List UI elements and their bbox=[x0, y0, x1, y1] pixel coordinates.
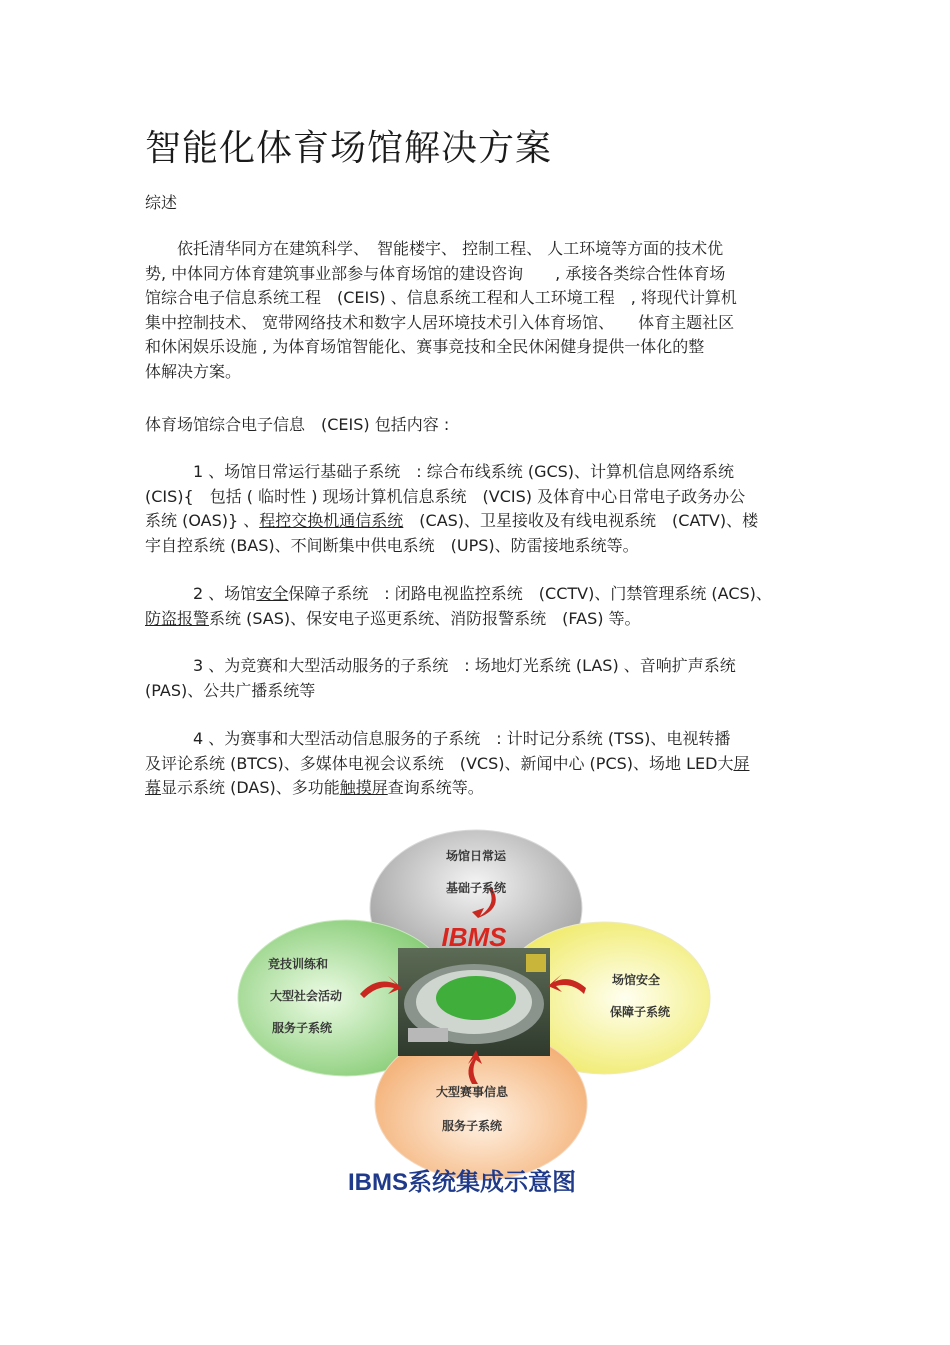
item-2-line bbox=[145, 607, 815, 632]
stadium-image bbox=[398, 948, 550, 1056]
ceis-intro bbox=[145, 413, 815, 438]
item-3-paragraph bbox=[145, 654, 815, 703]
bottom-label-line: 大型赛事信息 bbox=[435, 1085, 509, 1099]
item-4-link-touchscreen: 触摸屏 bbox=[339, 778, 388, 797]
item-1-line: 1 、场馆日常运行基础子系统 : 综合布线系统 (GCS)、计算机信息网络系统 bbox=[145, 462, 735, 481]
right-label-line: 场馆安全 bbox=[611, 973, 661, 987]
item-3-line: 3 、为竞赛和大型活动服务的子系统 : 场地灯光系统 (LAS) 、音响扩声系统 bbox=[145, 656, 736, 675]
item-2-text: 2 、场馆 bbox=[145, 584, 257, 603]
item-4-link-screen: 屏 bbox=[733, 753, 750, 773]
item-4-text: 及评论系统 (BTCS)、多媒体电视会议系统 (VCS)、新闻中心 (PCS)、场地 LED大 bbox=[145, 753, 734, 773]
item-4-text: 查询系统等。 bbox=[387, 778, 484, 797]
center-label: IBMS bbox=[441, 922, 507, 952]
item-4-link-screen: 幕 bbox=[145, 778, 162, 797]
item-2-text: 保障子系统 : 闭路电视监控系统 (CCTV)、门禁管理系统 (ACS)、 bbox=[288, 584, 772, 603]
item-1-line: 宇自控系统 (BAS)、不间断集中供电系统 (UPS)、防雷接地系统等。 bbox=[145, 535, 639, 555]
overview-heading: 综述 bbox=[145, 193, 178, 212]
item-2-text: 系统 (SAS)、保安电子巡更系统、消防报警系统 (FAS) 等。 bbox=[209, 608, 641, 628]
diagram-caption: IBMS系统集成示意图 bbox=[348, 1169, 576, 1196]
intro-line: 和休闲娱乐设施 , 为体育场馆智能化、赛事竞技和全民休闲健身提供一体化的整 bbox=[145, 337, 705, 356]
left-label-line: 大型社会活动 bbox=[269, 989, 343, 1003]
item-1-paragraph bbox=[145, 460, 815, 558]
ibms-diagram bbox=[236, 828, 714, 1198]
intro-paragraph bbox=[145, 237, 815, 384]
intro-line: 依托清华同方在建筑科学、 智能楼宇、 控制工程、 人工环境等方面的技术优 bbox=[145, 239, 724, 258]
item-4-text: 显示系统 (DAS)、多功能 bbox=[161, 778, 340, 797]
ceis-intro-line: 体育场馆综合电子信息 (CEIS) 包括内容 : bbox=[145, 415, 450, 434]
item-2-link-security: 安全 bbox=[256, 584, 289, 603]
item-1-link-cas: 程控交换机通信系统 bbox=[259, 511, 404, 530]
item-4-paragraph bbox=[145, 727, 815, 801]
top-label-line: 基础子系统 bbox=[445, 881, 507, 895]
item-4-line bbox=[145, 752, 815, 777]
item-1-line bbox=[145, 509, 815, 534]
left-label-line: 竞技训练和 bbox=[267, 957, 329, 971]
intro-line: 体解决方案。 bbox=[145, 361, 242, 381]
item-1-text: (CAS)、卫星接收及有线电视系统 (CATV)、楼 bbox=[403, 511, 759, 530]
intro-line: 势, 中体同方体育建筑事业部参与体育场馆的建设咨询 , 承接各类综合性体育场 bbox=[145, 263, 726, 283]
item-3-line: (PAS)、公共广播系统等 bbox=[145, 680, 316, 700]
item-2-line bbox=[145, 582, 815, 607]
intro-line: 集中控制技术、 宽带网络技术和数字人居环境技术引入体育场馆、 体育主题社区 bbox=[145, 312, 735, 332]
bottom-label-line: 服务子系统 bbox=[441, 1119, 503, 1133]
item-4-line bbox=[145, 776, 815, 801]
right-label-line: 保障子系统 bbox=[609, 1005, 671, 1019]
item-2-link-antitheft: 防盗报警 bbox=[145, 608, 210, 628]
item-2-paragraph bbox=[145, 582, 815, 631]
item-1-text: 系统 (OAS)} 、 bbox=[145, 511, 260, 530]
intro-line: 馆综合电子信息系统工程 (CEIS) 、信息系统工程和人工环境工程 , 将现代计算机 bbox=[145, 288, 737, 307]
item-1-line: (CIS){ 包括 ( 临时性 ) 现场计算机信息系统 (VCIS) 及体育中心日常电子政务办公 bbox=[145, 486, 746, 506]
item-4-line: 4 、为赛事和大型活动信息服务的子系统 : 计时记分系统 (TSS)、电视转播 bbox=[145, 729, 731, 748]
page-title: 智能化体育场馆解决方案 bbox=[145, 128, 553, 169]
top-label-line: 场馆日常运 bbox=[445, 849, 507, 863]
left-label-line: 服务子系统 bbox=[271, 1021, 333, 1035]
